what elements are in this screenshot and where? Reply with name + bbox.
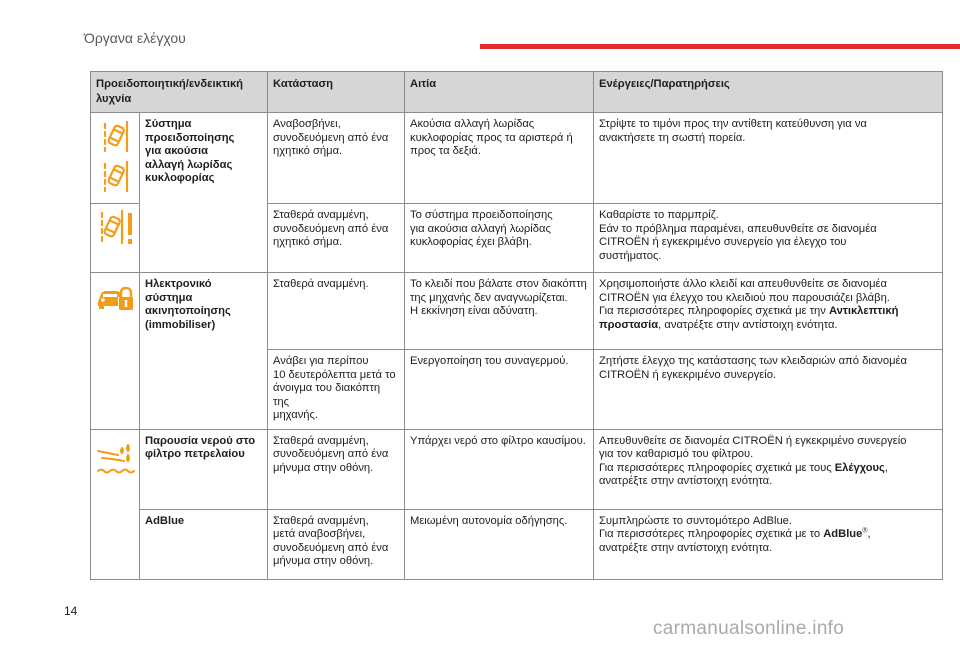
state-cell: Σταθερά αναμμένη, μετά αναβοσβήνει, συνοδευόμενη από ένα μήνυμα στην οθόνη. <box>268 509 405 579</box>
lamp-name-immobiliser: Ηλεκτρονικό σύστημα ακινητοποίησης (immobiliser) <box>140 273 268 430</box>
column-header-lamp: Προειδοποιητική/ενδεικτική λυχνία <box>91 72 268 113</box>
link-anti-theft: Αντικλεπτική <box>828 305 899 317</box>
icon-cell <box>91 113 140 204</box>
watermark: carmanualsonline.info <box>653 618 845 639</box>
cause-cell: Το κλειδί που βάλατε στον διακόπτη της μηχανής δεν αναγνωρίζεται. Η εκκίνηση είναι αδύνατη. <box>405 273 594 350</box>
page-header-title: Όργανα ελέγχου <box>84 30 186 46</box>
lamp-name-adblue: AdBlue <box>140 509 268 579</box>
state-cell: Σταθερά αναμμένη, συνοδευόμενη από ένα ηχητικό σήμα. <box>268 204 405 273</box>
state-cell: Ανάβει για περίπου 10 δευτερόλεπτα μετά το άνοιγμα του διακόπτη της μηχανής. <box>268 350 405 430</box>
lane-departure-fault-exclaim-icon <box>96 209 136 249</box>
lane-departure-fault-icon <box>99 160 131 192</box>
water-in-fuel-filter-icon <box>96 441 136 475</box>
warning-lamps-table <box>90 71 943 580</box>
state-cell: Σταθερά αναμμένη. <box>268 273 405 350</box>
column-header-cause: Αιτία <box>405 72 594 113</box>
cause-cell: Ενεργοποίηση του συναγερμού. <box>405 350 594 430</box>
action-cell: Ζητήστε έλεγχο της κατάστασης των κλειδαριών από διανομέα CITROËN ή εγκεκριμένο συνεργείο. <box>594 350 943 430</box>
action-cell: Χρησιμοποιήστε άλλο κλειδί και απευθυνθείτε σε διανομέα CITROËN για έλεγχο του κλειδιού που παρουσιάζει βλάβη. Για περισσότερες πληροφορίες σχετικά με την Αντικλεπτική προστασία, ανατρέξτε στην αντίστοιχη ενότητα. <box>594 273 943 350</box>
cause-cell: Ακούσια αλλαγή λωρίδας κυκλοφορίας προς τα αριστερά ή προς τα δεξιά. <box>405 113 594 204</box>
cause-cell: Μειωμένη αυτονομία οδήγησης. <box>405 509 594 579</box>
icon-cell <box>91 429 140 579</box>
table-header-row <box>91 72 943 113</box>
table-row <box>91 273 943 350</box>
immobiliser-icon <box>96 284 134 314</box>
column-header-state: Κατάσταση <box>268 72 405 113</box>
link-checks: Ελέγχους <box>834 461 885 474</box>
header-accent-rule <box>480 44 960 49</box>
action-cell: Στρίψτε το τιμόνι προς την αντίθετη κατεύθυνση για να ανακτήσετε τη σωστή πορεία. <box>594 113 943 204</box>
icon-cell <box>91 204 140 273</box>
page-number: 14 <box>64 604 78 618</box>
table-row <box>91 113 943 204</box>
lane-departure-warning-icon <box>99 120 131 152</box>
action-cell: Απευθυνθείτε σε διανομέα CITROËN ή εγκεκριμένο συνεργείο για τον καθαρισμό του φίλτρου. Για περισσότερες πληροφορίες σχετικά με τους Ελέγχους, ανατρέξτε στην αντίστοιχη ενότητα. <box>594 429 943 509</box>
table-row <box>91 509 943 579</box>
action-cell: Καθαρίστε το παρμπρίζ. Εάν το πρόβλημα παραμένει, απευθυνθείτε σε διανομέα CITROËN ή εγκεκριμένο συνεργείο για έλεγχο του συστήματος. <box>594 204 943 273</box>
icon-cell <box>91 273 140 430</box>
state-cell: Σταθερά αναμμένη, συνοδευόμενη από ένα μήνυμα στην οθόνη. <box>268 429 405 509</box>
column-header-actions: Ενέργειες/Παρατηρήσεις <box>594 72 943 113</box>
action-cell: Συμπληρώστε το συντομότερο AdBlue. Για περισσότερες πληροφορίες σχετικά με το AdBlue®, ανατρέξτε στην αντίστοιχη ενότητα. <box>594 509 943 579</box>
link-adblue: AdBlue <box>823 528 863 540</box>
lamp-name-water-in-fuel: Παρουσία νερού στο φίλτρο πετρελαίου <box>140 429 268 509</box>
lamp-name-lane-departure: Σύστημα προειδοποίησης για ακούσια αλλαγή λωρίδας κυκλοφορίας <box>140 113 268 273</box>
cause-cell: Το σύστημα προειδοποίησης για ακούσια αλλαγή λωρίδας κυκλοφορίας έχει βλάβη. <box>405 204 594 273</box>
table-row <box>91 429 943 509</box>
cause-cell: Υπάρχει νερό στο φίλτρο καυσίμου. <box>405 429 594 509</box>
state-cell: Αναβοσβήνει, συνοδευόμενη από ένα ηχητικό σήμα. <box>268 113 405 204</box>
